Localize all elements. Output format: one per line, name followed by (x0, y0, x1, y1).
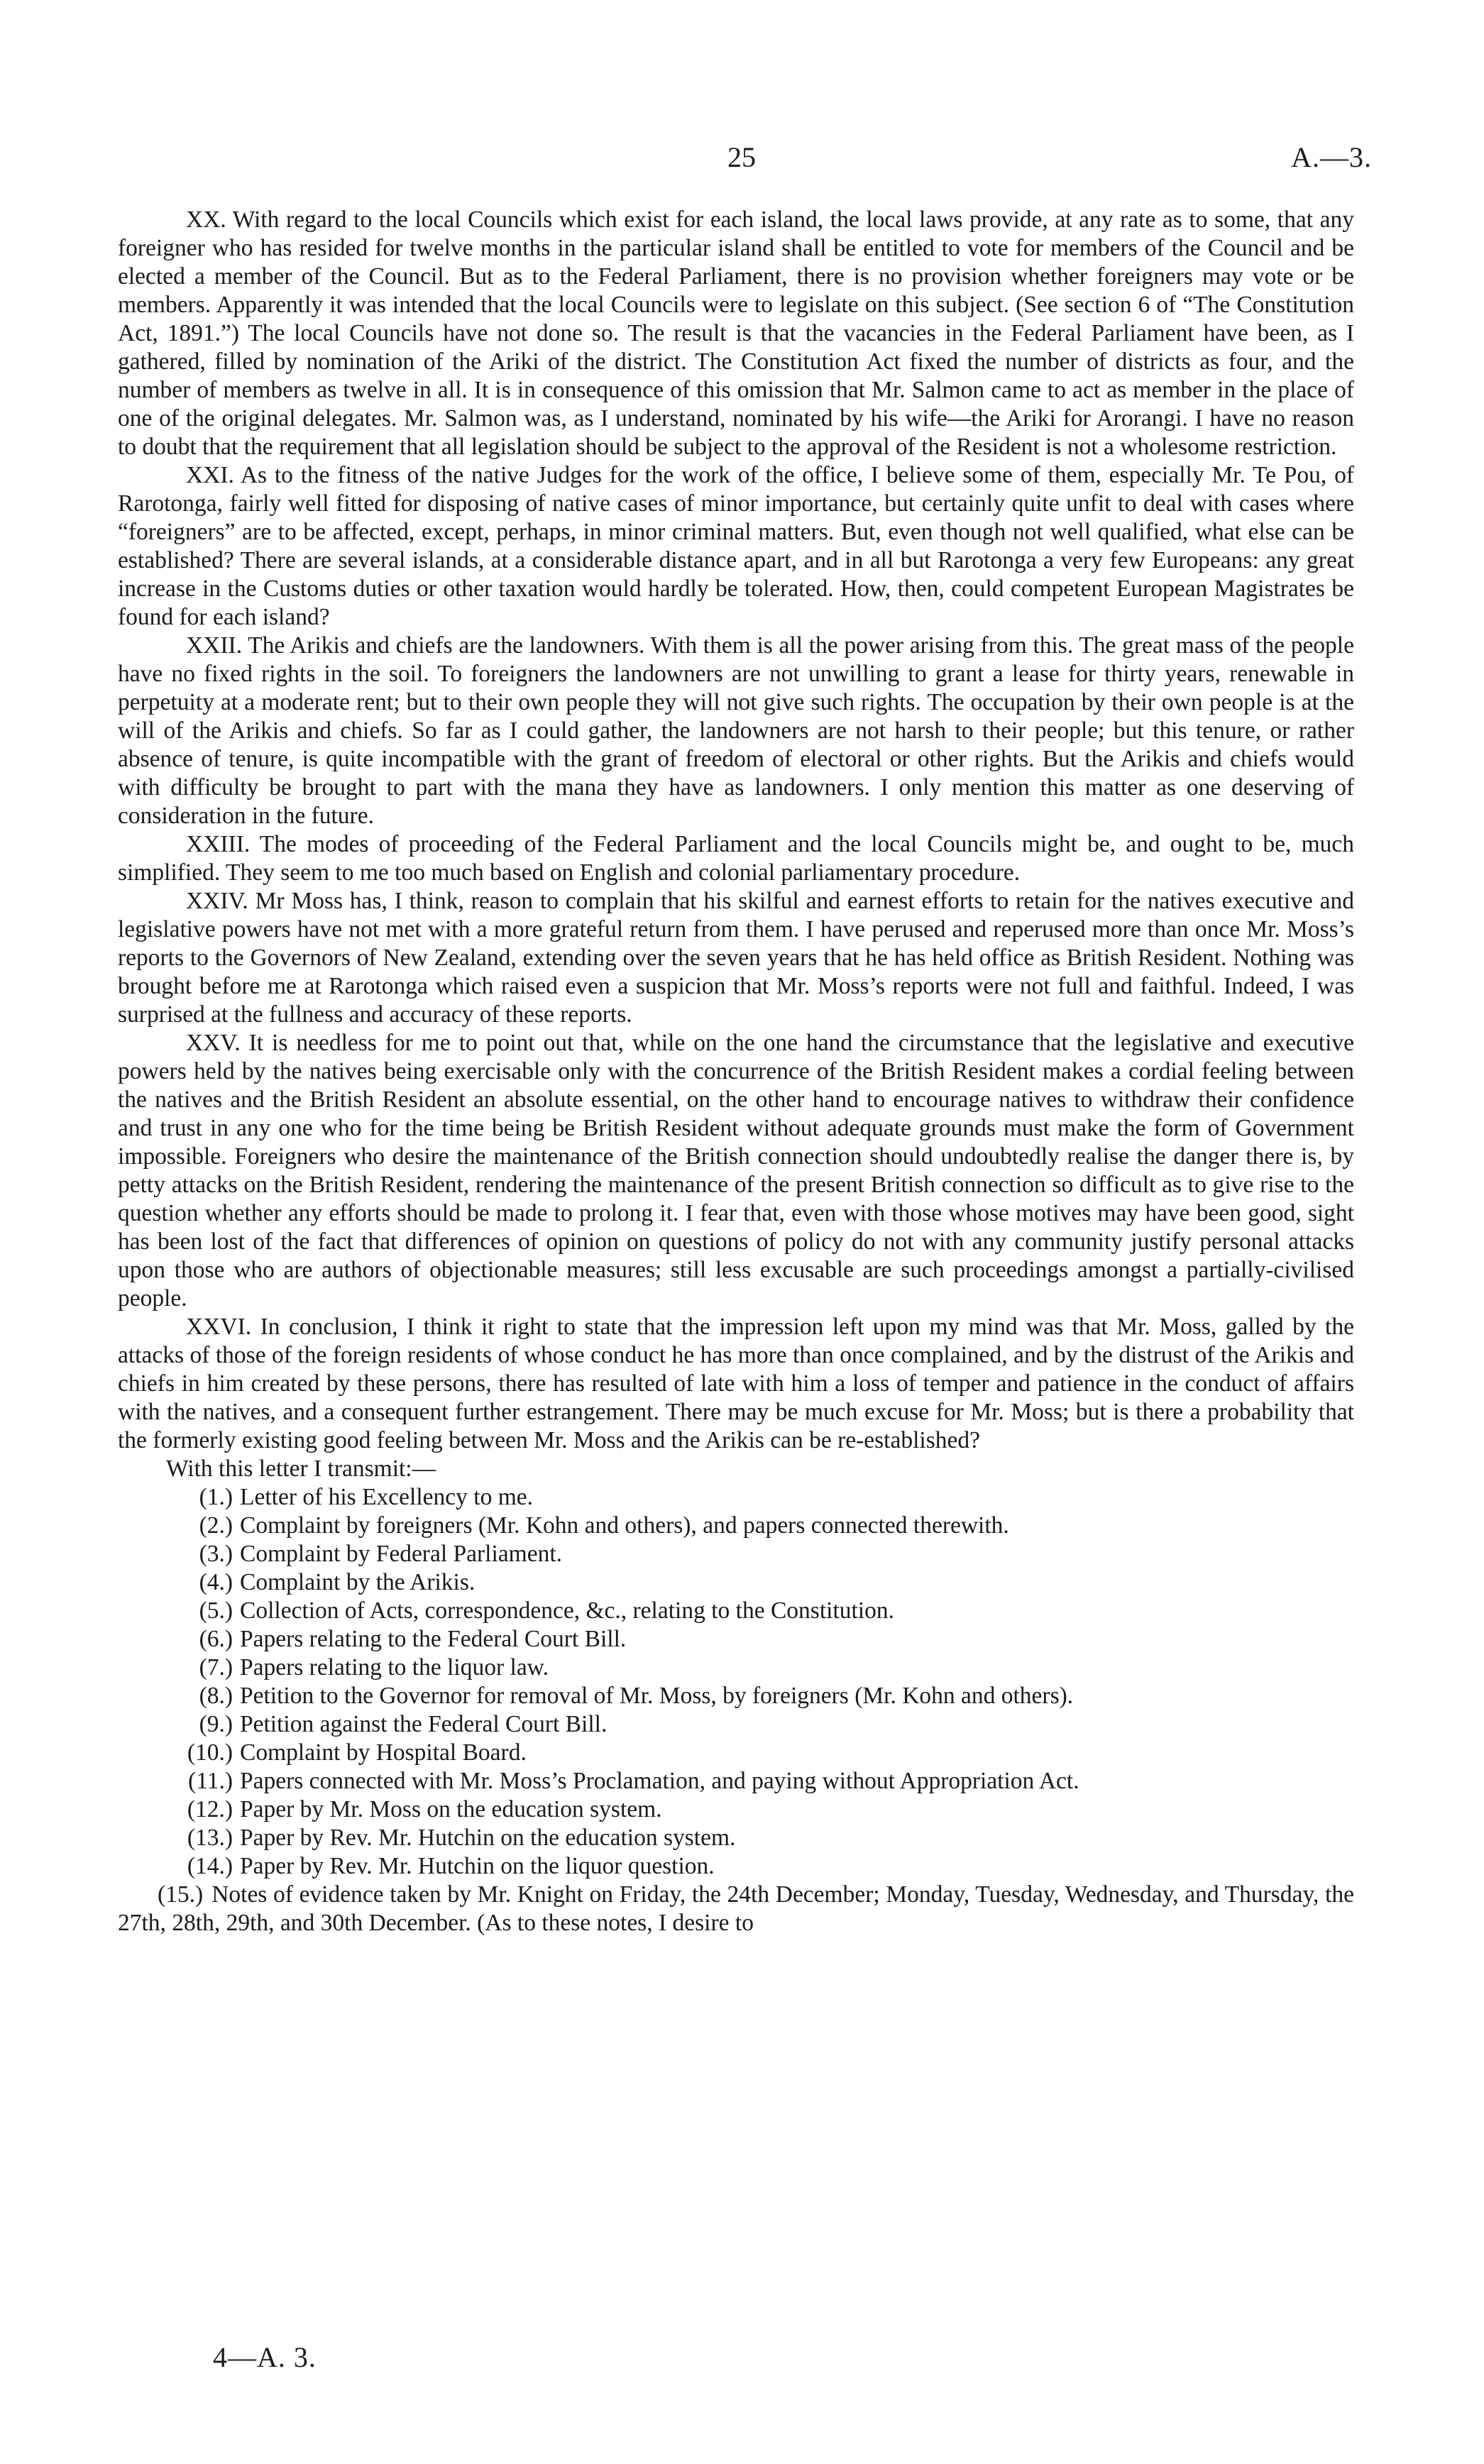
list-item-text: Paper by Rev. Mr. Hutchin on the liquor question. (240, 1853, 715, 1879)
list-item-number: (7.) (199, 1654, 233, 1681)
list-item-number: (4.) (199, 1569, 233, 1595)
list-item (118, 1682, 1354, 1710)
list-item-text: Papers relating to the Federal Court Bill. (240, 1626, 627, 1652)
list-item-number: (2.) (199, 1512, 233, 1539)
list-item-number: (15.) (158, 1881, 204, 1908)
list-item-text: Letter of his Excellency to me. (240, 1484, 534, 1510)
list-item (118, 1739, 1354, 1767)
list-item (118, 1483, 1354, 1512)
paragraph-xxv: XXV. It is needless for me to point out that, while on the one hand the circumstance that the legislative and executive powers held by the natives being exercisable only with the concurrence of the British Resident makes a cordial feeling between the natives and the British Resident an absolute essential, on the other hand to encourage natives to withdraw their confidence and trust in any one who for the time being be British Resident without adequate grounds must make the form of Government impossible. Foreigners who desire the maintenance of the British connection should undoubtedly realise the danger there is, by petty attacks on the British Resident, rendering the maintenance of the present British connection so difficult as to give rise to the question whether any efforts should be made to prolong it. I fear that, even with those whose motives may have been good, sight has been lost of the fact that differences of opinion on questions of policy do not with any community justify personal attacks upon those who are authors of objectionable measures; still less excusable are such proceedings amongst a partially-civilised people. (118, 1030, 1354, 1311)
document-reference: A.—3. (1291, 141, 1372, 173)
list-item-text: Paper by Rev. Mr. Hutchin on the education system. (240, 1825, 736, 1851)
list-item (118, 1597, 1354, 1625)
paragraph-xxi: XXI. As to the fitness of the native Judges for the work of the office, I believe some of them, especially Mr. Te Pou, of Rarotonga, fairly well fitted for disposing of native cases of minor importance, but certainly quite unfit to deal with cases where “foreigners” are to be affected, except, perhaps, in minor criminal matters. But, even though not well qualified, what else can be established? There are several islands, at a considerable distance apart, and in all but Rarotonga a very few Europeans: any great increase in the Customs duties or other taxation would hardly be tolerated. How, then, could competent European Magistrates be found for each island? (118, 462, 1354, 630)
list-item-number: (1.) (199, 1484, 233, 1510)
list-item-number: (5.) (199, 1597, 233, 1624)
list-item-number: (11.) (188, 1768, 233, 1794)
paragraph-xxvi: XXVI. In conclusion, I think it right to state that the impression left upon my mind was that Mr. Moss, galled by the attacks of those of the foreign residents of whose conduct he has more than once complained, and by the distrust of the Arikis and chiefs in him created by these persons, there has resulted of late with him a loss of temper and patience in the conduct of affairs with the natives, and a consequent further estrangement. There may be much excuse for Mr. Moss; but is there a probability that the formerly existing good feeling between Mr. Moss and the Arikis can be re-established? (118, 1314, 1354, 1453)
list-item-text: Complaint by Hospital Board. (240, 1739, 527, 1766)
list-item (118, 1625, 1354, 1654)
list-item-text: Papers connected with Mr. Moss’s Proclamation, and paying without Appropriation Act. (240, 1768, 1079, 1794)
list-item (118, 1710, 1354, 1739)
list-item (118, 1654, 1354, 1682)
page-number: 25 (727, 141, 756, 173)
list-item-number: (9.) (199, 1711, 233, 1737)
list-item-number: (10.) (187, 1739, 233, 1766)
list-item-text: Complaint by the Arikis. (240, 1569, 476, 1595)
list-item-text: Complaint by Federal Parliament. (240, 1541, 563, 1567)
signature-mark: 4—A. 3. (213, 2341, 317, 2373)
list-item-number: (6.) (199, 1626, 233, 1652)
list-item (118, 1540, 1354, 1568)
list-item-number: (14.) (187, 1853, 233, 1879)
list-item (118, 1568, 1354, 1597)
paragraph-xx: XX. With regard to the local Councils which exist for each island, the local laws provide, at any rate as to some, that any foreigner who has resided for twelve months in the particular island shall be entitled to vote for members of the Council and be elected a member of the Council. But as to the Federal Parliament, there is no provision whether foreigners may vote or be members. Apparently it was intended that the local Councils were to legislate on this subject. (See section 6 of “The Constitution Act, 1891.”) The local Councils have not done so. The result is that the vacancies in the Federal Parliament have been, as I gathered, filled by nomination of the Ariki of the district. The Constitution Act fixed the number of districts as four, and the number of members as twelve in all. It is in consequence of this omission that Mr. Salmon came to act as member in the place of one of the original delegates. Mr. Salmon was, as I understand, nominated by his wife—the Ariki for Arorangi. I have no reason to doubt that the requirement that all legislation should be subject to the approval of the Resident is not a wholesome restriction. (118, 207, 1354, 460)
list-item-text: Petition to the Governor for removal of Mr. Moss, by foreigners (Mr. Kohn and others). (240, 1683, 1074, 1709)
list-item-text: Paper by Mr. Moss on the education system. (240, 1796, 662, 1822)
list-item (118, 1824, 1354, 1852)
list-item-number: (8.) (199, 1683, 233, 1709)
paragraph-xxiii: XXIII. The modes of proceeding of the Federal Parliament and the local Councils might be, and ought to be, much simplified. They seem to me too much based on English and colonial parliamentary procedure. (118, 831, 1354, 886)
list-item-number: (3.) (199, 1541, 233, 1567)
list-item-text: Petition against the Federal Court Bill. (240, 1711, 608, 1737)
enclosures-intro: With this letter I transmit:— (166, 1456, 436, 1482)
list-item (118, 1512, 1354, 1540)
body-text (118, 206, 1354, 1937)
enclosures-list (118, 1483, 1354, 1937)
list-item (118, 1767, 1354, 1795)
list-item-text: Collection of Acts, correspondence, &c., relating to the Constitution. (240, 1597, 894, 1624)
list-item (118, 1881, 1354, 1937)
list-item-text: Complaint by foreigners (Mr. Kohn and others), and papers connected therewith. (240, 1512, 1009, 1539)
list-item (118, 1795, 1354, 1824)
list-item-text: Notes of evidence taken by Mr. Knight on Friday, the 24th December; Monday, Tuesday, Wednesday, and Thursday, the 27th, 28th, 29th, and 30th December. (As to these notes, I desire to (118, 1881, 1354, 1936)
list-item-text: Papers relating to the liquor law. (240, 1654, 549, 1681)
list-item-number: (12.) (187, 1796, 233, 1822)
list-item-number: (13.) (187, 1825, 233, 1851)
paragraph-xxii: XXII. The Arikis and chiefs are the landowners. With them is all the power arising from this. The great mass of the people have no fixed rights in the soil. To foreigners the landowners are not unwilling to grant a lease for thirty years, renewable in perpetuity at a moderate rent; but to their own people they will not give such rights. The occupation by their own people is at the will of the Arikis and chiefs. So far as I could gather, the landowners are not harsh to their people; but this tenure, or rather absence of tenure, is quite incompatible with the grant of freedom of electoral or other rights. But the Arikis and chiefs would with difficulty be brought to part with the mana they have as landowners. I only mention this matter as one deserving of consideration in the future. (118, 632, 1354, 829)
list-item (118, 1852, 1354, 1881)
paragraph-xxiv: XXIV. Mr Moss has, I think, reason to complain that his skilful and earnest efforts to retain for the natives executive and legislative powers have not met with a more grateful return from them. I have perused and reperused more than once Mr. Moss’s reports to the Governors of New Zealand, extending over the seven years that he has held office as British Resident. Nothing was brought before me at Rarotonga which raised even a suspicion that Mr. Moss’s reports were not full and faithful. Indeed, I was surprised at the fullness and accuracy of these reports. (118, 888, 1354, 1028)
